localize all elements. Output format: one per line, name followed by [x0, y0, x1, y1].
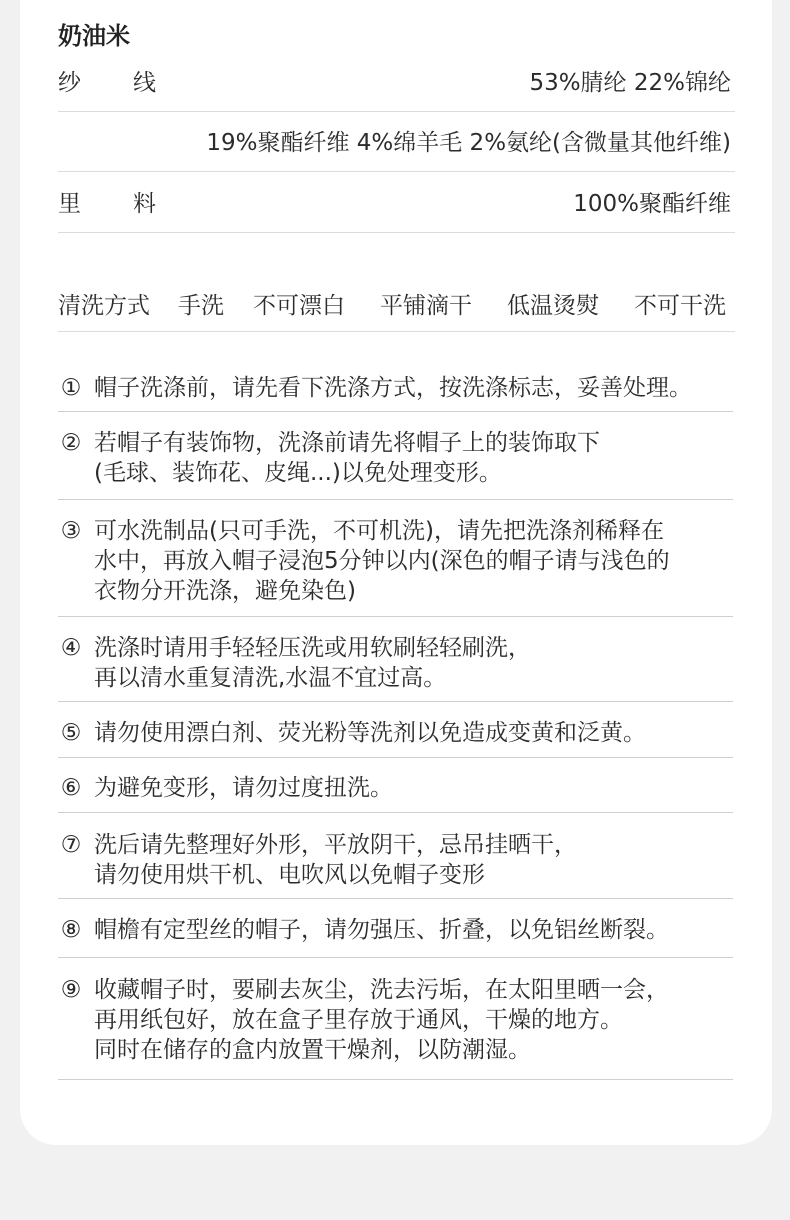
- care-note: [58, 428, 733, 500]
- yarn-label: 纱线: [58, 70, 208, 96]
- care-note: [58, 915, 733, 958]
- care-note: [58, 830, 733, 899]
- care-method-row: [58, 274, 735, 332]
- care-note-number: ⑦: [60, 832, 82, 858]
- care-label: 清洗方式: [58, 293, 150, 319]
- care-note-line: 衣物分开洗涤，避免染色): [94, 578, 356, 604]
- care-note-line: 若帽子有装饰物，洗涤前请先将帽子上的装饰取下: [94, 430, 600, 456]
- care-note-line: 为避免变形，请勿过度扭洗。: [94, 775, 393, 801]
- care-note-line: 洗涤时请用手轻轻压洗或用软刷轻轻刷洗，: [94, 635, 531, 661]
- care-method-no-dry-clean: 不可干洗: [634, 293, 726, 319]
- care-note-line: 请勿使用烘干机、电吹风以免帽子变形: [94, 862, 485, 888]
- care-note-number: ⑨: [60, 977, 82, 1003]
- care-note-number: ①: [60, 375, 82, 401]
- care-note-line: 请勿使用漂白剂、荧光粉等洗剂以免造成变黄和泛黄。: [94, 720, 646, 746]
- care-method-low-iron: 低温烫熨: [507, 293, 599, 319]
- care-note-line: 水中，再放入帽子浸泡5分钟以内(深色的帽子请与浅色的: [94, 548, 670, 574]
- yarn-value-1: 53%腈纶 22%锦纶: [529, 70, 731, 96]
- care-note-number: ④: [60, 635, 82, 661]
- care-note-text: [94, 975, 754, 1065]
- care-note-line: 再用纸包好，放在盒子里存放于通风，干燥的地方。: [94, 1007, 623, 1033]
- care-note-text: [94, 830, 754, 890]
- care-note-text: [94, 373, 754, 403]
- care-note-line: 可水洗制品(只可手洗，不可机洗)，请先把洗涤剂稀释在: [94, 518, 664, 544]
- yarn-row: [58, 51, 735, 112]
- lining-value: 100%聚酯纤维: [573, 191, 731, 217]
- care-note-number: ③: [60, 518, 82, 544]
- care-note-text: [94, 915, 754, 945]
- care-note-text: [94, 516, 754, 606]
- lining-label: 里料: [58, 191, 208, 217]
- care-note: [58, 718, 733, 758]
- care-note-number: ⑧: [60, 917, 82, 943]
- care-method-no-bleach: 不可漂白: [253, 293, 345, 319]
- color-name: 奶油米: [58, 22, 130, 50]
- care-note: [58, 373, 733, 412]
- care-note: [58, 975, 733, 1080]
- care-note-text: [94, 718, 754, 748]
- lining-row: [58, 172, 735, 233]
- care-note-line: 再以清水重复清洗,水温不宜过高。: [94, 665, 447, 691]
- care-note-number: ⑤: [60, 720, 82, 746]
- care-note-line: (毛球、装饰花、皮绳...)以免处理变形。: [94, 460, 502, 486]
- care-note-line: 帽子洗涤前，请先看下洗涤方式，按洗涤标志，妥善处理。: [94, 375, 692, 401]
- care-note-line: 帽檐有定型丝的帽子，请勿强压、折叠，以免铝丝断裂。: [94, 917, 669, 943]
- care-note-text: [94, 773, 754, 803]
- care-note: [58, 516, 733, 617]
- care-note-text: [94, 428, 754, 488]
- care-note: [58, 633, 733, 702]
- yarn-row-continued: [58, 111, 735, 172]
- care-note-number: ⑥: [60, 775, 82, 801]
- care-method-dry-flat: 平铺滴干: [380, 293, 472, 319]
- yarn-value-2: 19%聚酯纤维 4%绵羊毛 2%氨纶(含微量其他纤维): [206, 130, 731, 156]
- care-note-number: ②: [60, 430, 82, 456]
- care-note-line: 收藏帽子时，要刷去灰尘，洗去污垢，在太阳里晒一会，: [94, 977, 669, 1003]
- care-note: [58, 773, 733, 813]
- care-method-hand-wash: 手洗: [178, 293, 224, 319]
- care-note-line: 洗后请先整理好外形，平放阴干，忌吊挂晒干，: [94, 832, 577, 858]
- care-note-line: 同时在储存的盒内放置干燥剂，以防潮湿。: [94, 1037, 531, 1063]
- care-note-text: [94, 633, 754, 693]
